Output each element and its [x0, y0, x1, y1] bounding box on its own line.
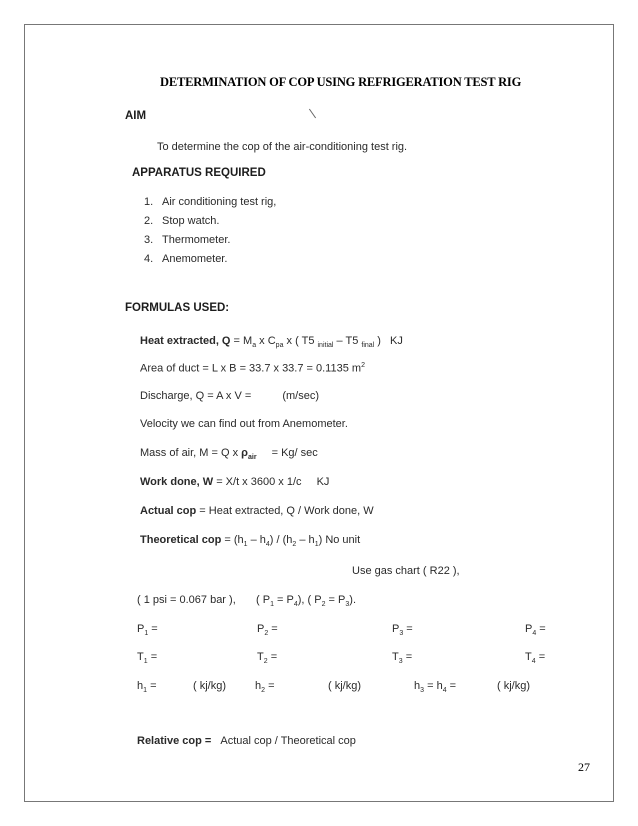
list-item: 1. Air conditioning test rig, [144, 196, 277, 208]
aim-heading: AIM [125, 110, 147, 122]
area-formula: Area of duct = L x B = 33.7 x 33.7 = 0.1135 $m^2$ [140, 362, 365, 375]
t2-reading: $T_2$ = [257, 651, 278, 666]
h3-h4-reading: $h_3 = h_4$ = [414, 680, 457, 695]
p4-reading: $P_4$ = [525, 623, 546, 638]
heat-extracted-formula: Heat extracted, $Q = M_a$ x $C_{pa}$ x ( T5 $_{initial}$ – T5 $_{final}$ ) KJ [140, 335, 403, 350]
theoretical-cop-formula: Theoretical cop = $(h_1 - h_4) / (h_2 - h_1)$ No unit [140, 534, 361, 549]
apparatus-list [144, 193, 276, 269]
discharge-formula: Discharge, Q = A x V = (m/sec) [140, 390, 320, 402]
h3-unit: ( kj/kg) [497, 680, 530, 692]
formulas-heading: FORMULAS USED: [125, 302, 230, 314]
p3-reading: $P_3$ = [392, 623, 413, 638]
aim-text: To determine the cop of the air-conditioning test rig. [157, 141, 408, 153]
apparatus-heading: APPARATUS REQUIRED [132, 167, 266, 179]
h1-reading: $h_1$ = [137, 680, 157, 695]
t1-reading: $T_1$ = [137, 651, 158, 666]
h1-unit: ( kj/kg) [193, 680, 226, 692]
actual-cop-formula: Actual cop = Heat extracted, Q / Work done, W [140, 505, 374, 517]
t4-reading: $T_4$ = [525, 651, 546, 666]
relative-cop-formula: Relative cop = Actual cop / Theoretical cop [137, 735, 356, 747]
h2-unit: ( kj/kg) [328, 680, 361, 692]
psi-conversion: ( 1 psi = 0.067 bar ), [137, 594, 236, 606]
page-number: 27 [578, 760, 590, 774]
mass-formula: Mass of air, M = Q x $\rho_{air} = Kg/$ sec [140, 447, 318, 462]
work-done-formula: Work done, W = X/t x 3600 x 1/c KJ [140, 476, 330, 488]
list-item: 2. Stop watch. [144, 215, 220, 227]
p2-reading: $P_2$ = [257, 623, 278, 638]
document-title: DETERMINATION OF COP USING REFRIGERATION TEST RIG [160, 75, 522, 89]
velocity-note: Velocity we can find out from Anemometer. [140, 418, 348, 430]
list-item: 4. Anemometer. [144, 253, 228, 265]
gas-chart-note: Use gas chart ( R22 ), [352, 565, 460, 577]
p1-reading: $P_1$ = [137, 623, 158, 638]
list-item: 3. Thermometer. [144, 234, 231, 246]
pressure-equalities: ( $P_1 = P_4$), ( $P_2 = P_3$). [256, 594, 357, 609]
t3-reading: $T_3$ = [392, 651, 413, 666]
h2-reading: $h_2$ = [255, 680, 275, 695]
